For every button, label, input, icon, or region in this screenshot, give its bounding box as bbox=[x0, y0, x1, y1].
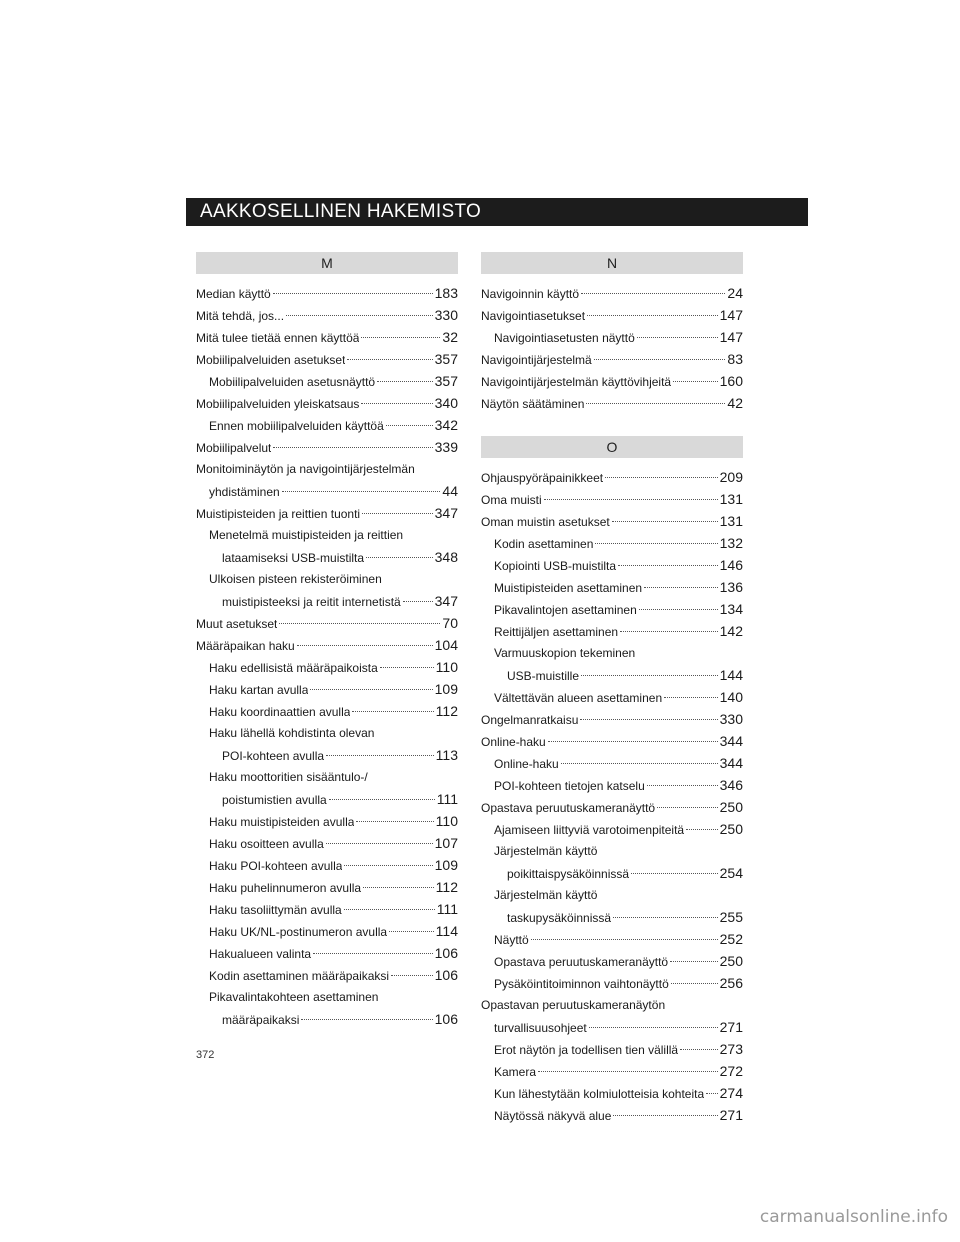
entry-page: 136 bbox=[719, 579, 743, 595]
index-entry bbox=[196, 854, 458, 876]
entry-page: 254 bbox=[719, 865, 743, 881]
index-entry bbox=[481, 994, 743, 1038]
entry-page: 32 bbox=[442, 329, 458, 345]
leader-dots bbox=[344, 865, 432, 866]
entry-page: 24 bbox=[727, 285, 743, 301]
leader-dots bbox=[301, 1019, 432, 1020]
entry-page: 112 bbox=[435, 879, 458, 895]
entry-text: Mobiilipalvelut bbox=[196, 441, 272, 455]
entry-text: taskupysäköinnissä bbox=[507, 911, 612, 925]
entry-text: Varmuuskopion tekeminen bbox=[494, 646, 636, 660]
entry-text: määräpaikaksi bbox=[222, 1013, 300, 1027]
entry-page: 134 bbox=[719, 601, 743, 617]
index-entry bbox=[196, 612, 458, 634]
index-entry bbox=[196, 304, 458, 326]
entry-text: Haku kartan avulla bbox=[209, 683, 309, 697]
entry-text: Haku osoitteen avulla bbox=[209, 837, 324, 851]
leader-dots bbox=[680, 1049, 718, 1050]
index-entry bbox=[481, 840, 743, 884]
index-entry bbox=[196, 766, 458, 810]
entry-page: 140 bbox=[719, 689, 743, 705]
entry-text: Oman muistin asetukset bbox=[481, 515, 610, 529]
leader-dots bbox=[587, 315, 718, 316]
entry-page: 70 bbox=[442, 615, 458, 631]
leader-dots bbox=[352, 711, 433, 712]
leader-dots bbox=[344, 909, 435, 910]
index-entry bbox=[481, 282, 743, 304]
entry-page: 147 bbox=[719, 329, 743, 345]
section-head-o: O bbox=[481, 436, 743, 458]
entries-n bbox=[481, 282, 743, 414]
entry-page: 273 bbox=[719, 1041, 743, 1057]
index-entry bbox=[481, 730, 743, 752]
entry-text: Määräpaikan haku bbox=[196, 639, 295, 653]
entry-page: 271 bbox=[719, 1019, 743, 1035]
entry-text: Järjestelmän käyttö bbox=[494, 844, 598, 858]
entry-page: 346 bbox=[719, 777, 743, 793]
leader-dots bbox=[366, 557, 433, 558]
entry-page: 107 bbox=[434, 835, 458, 851]
entry-text: poikittaispysäköinnissä bbox=[507, 867, 630, 881]
entry-page: 106 bbox=[434, 967, 458, 983]
entry-page: 250 bbox=[719, 953, 743, 969]
leader-dots bbox=[637, 337, 718, 338]
entry-text: Haku puhelinnumeron avulla bbox=[209, 881, 362, 895]
entry-page: 256 bbox=[719, 975, 743, 991]
entry-text: Mobiilipalveluiden yleiskatsaus bbox=[196, 397, 360, 411]
leader-dots bbox=[326, 843, 433, 844]
entry-text: muistipisteeksi ja reitit internetistä bbox=[222, 595, 401, 609]
index-entry bbox=[481, 466, 743, 488]
index-entry bbox=[196, 414, 458, 436]
leader-dots bbox=[561, 763, 718, 764]
entry-text: Haku UK/NL-postinumeron avulla bbox=[209, 925, 388, 939]
index-entry bbox=[481, 972, 743, 994]
entry-text: Pikavalintojen asettaminen bbox=[494, 603, 637, 617]
entry-page: 110 bbox=[435, 659, 458, 675]
entry-text: Ajamiseen liittyviä varotoimenpiteitä bbox=[494, 823, 685, 837]
leader-dots bbox=[377, 381, 433, 382]
entry-text: Navigointijärjestelmän käyttövihjeitä bbox=[481, 375, 672, 389]
entry-text: Opastava peruutuskameranäyttö bbox=[494, 955, 669, 969]
leader-dots bbox=[618, 565, 718, 566]
entry-page: 272 bbox=[719, 1063, 743, 1079]
watermark: carmanualsonline.info bbox=[759, 1207, 948, 1227]
index-entry bbox=[481, 950, 743, 972]
entry-page: 209 bbox=[719, 469, 743, 485]
entry-text: Vältettävän alueen asettaminen bbox=[494, 691, 663, 705]
entry-text: Näyttö bbox=[494, 933, 529, 947]
leader-dots bbox=[403, 601, 433, 602]
index-entry bbox=[196, 436, 458, 458]
entry-page: 252 bbox=[719, 931, 743, 947]
leader-dots bbox=[613, 917, 718, 918]
entry-text: Haku muistipisteiden avulla bbox=[209, 815, 355, 829]
index-entry bbox=[481, 370, 743, 392]
entry-page: 109 bbox=[434, 857, 458, 873]
entry-page: 111 bbox=[436, 791, 458, 807]
leader-dots bbox=[605, 477, 718, 478]
entry-page: 106 bbox=[434, 1011, 458, 1027]
index-entry bbox=[481, 752, 743, 774]
leader-dots bbox=[531, 939, 718, 940]
entries-o bbox=[481, 466, 743, 1126]
entry-text: Pikavalintakohteen asettaminen bbox=[209, 990, 379, 1004]
entry-page: 131 bbox=[719, 513, 743, 529]
leader-dots bbox=[670, 961, 718, 962]
leader-dots bbox=[620, 631, 718, 632]
entry-page: 330 bbox=[434, 307, 458, 323]
index-entry bbox=[196, 502, 458, 524]
index-entry bbox=[481, 796, 743, 818]
entry-text: lataamiseksi USB-muistilta bbox=[222, 551, 365, 565]
leader-dots bbox=[362, 513, 433, 514]
leader-dots bbox=[297, 645, 433, 646]
leader-dots bbox=[273, 293, 433, 294]
entry-text: Erot näytön ja todellisen tien välillä bbox=[494, 1043, 679, 1057]
index-entry bbox=[481, 928, 743, 950]
entry-page: 144 bbox=[719, 667, 743, 683]
entry-text: Ongelmanratkaisu bbox=[481, 713, 579, 727]
entry-text: Kopiointi USB-muistilta bbox=[494, 559, 617, 573]
leader-dots bbox=[380, 667, 434, 668]
leader-dots bbox=[313, 953, 433, 954]
entry-text: Järjestelmän käyttö bbox=[494, 888, 598, 902]
index-column-right bbox=[481, 252, 743, 1126]
entry-text: Online-haku bbox=[494, 757, 559, 771]
entry-text: Muut asetukset bbox=[196, 617, 278, 631]
index-entry bbox=[196, 392, 458, 414]
leader-dots bbox=[386, 425, 433, 426]
entry-text: Median käyttö bbox=[196, 287, 271, 301]
entry-text: Haku koordinaattien avulla bbox=[209, 705, 351, 719]
entry-page: 83 bbox=[727, 351, 743, 367]
entry-page: 357 bbox=[434, 373, 458, 389]
entry-text: Mobiilipalveluiden asetukset bbox=[196, 353, 346, 367]
leader-dots bbox=[586, 403, 725, 404]
leader-dots bbox=[639, 609, 718, 610]
entry-text: Kodin asettaminen määräpaikaksi bbox=[209, 969, 390, 983]
entry-text: Oma muisti bbox=[481, 493, 542, 507]
entry-text: Monitoiminäytön ja navigointijärjestelmän bbox=[196, 462, 415, 476]
leader-dots bbox=[581, 675, 718, 676]
index-entry bbox=[196, 832, 458, 854]
entry-page: 147 bbox=[719, 307, 743, 323]
index-entry bbox=[196, 282, 458, 304]
entry-page: 114 bbox=[435, 923, 458, 939]
leader-dots bbox=[544, 499, 718, 500]
entry-page: 104 bbox=[434, 637, 458, 653]
entry-page: 250 bbox=[719, 799, 743, 815]
entry-text: Haku tasoliittymän avulla bbox=[209, 903, 342, 917]
index-entry bbox=[481, 326, 743, 348]
index-entry bbox=[196, 348, 458, 370]
leader-dots bbox=[391, 975, 433, 976]
leader-dots bbox=[273, 447, 432, 448]
leader-dots bbox=[538, 1071, 718, 1072]
leader-dots bbox=[631, 873, 718, 874]
leader-dots bbox=[594, 359, 726, 360]
entry-text: Opastava peruutuskameranäyttö bbox=[481, 801, 656, 815]
entry-text: Kodin asettaminen bbox=[494, 537, 594, 551]
leader-dots bbox=[361, 403, 432, 404]
entry-text: Kamera bbox=[494, 1065, 537, 1079]
entry-text: Navigoinnin käyttö bbox=[481, 287, 580, 301]
entry-page: 274 bbox=[719, 1085, 743, 1101]
entry-text: Ulkoisen pisteen rekisteröiminen bbox=[209, 572, 382, 586]
index-entry bbox=[481, 1104, 743, 1126]
section-head-n: N bbox=[481, 252, 743, 274]
leader-dots bbox=[673, 381, 718, 382]
index-entry bbox=[481, 392, 743, 414]
leader-dots bbox=[657, 807, 718, 808]
entry-page: 110 bbox=[435, 813, 458, 829]
entry-page: 330 bbox=[719, 711, 743, 727]
entry-page: 44 bbox=[442, 483, 458, 499]
entry-text: Hakualueen valinta bbox=[209, 947, 312, 961]
entry-text: turvallisuusohjeet bbox=[494, 1021, 587, 1035]
index-entry bbox=[481, 884, 743, 928]
entry-page: 255 bbox=[719, 909, 743, 925]
leader-dots bbox=[595, 543, 717, 544]
index-entry bbox=[481, 620, 743, 642]
index-entry bbox=[196, 326, 458, 348]
entry-page: 339 bbox=[434, 439, 458, 455]
entry-page: 344 bbox=[719, 755, 743, 771]
entry-page: 146 bbox=[719, 557, 743, 573]
entry-text: Haku POI-kohteen avulla bbox=[209, 859, 343, 873]
entry-text: Mitä tehdä, jos... bbox=[196, 309, 285, 323]
index-entry bbox=[481, 554, 743, 576]
entry-page: 347 bbox=[434, 505, 458, 521]
leader-dots bbox=[356, 821, 433, 822]
index-entry bbox=[196, 964, 458, 986]
page-number: 372 bbox=[196, 1049, 215, 1061]
leader-dots bbox=[671, 983, 718, 984]
index-entry bbox=[196, 810, 458, 832]
index-entry bbox=[196, 898, 458, 920]
entry-text: USB-muistille bbox=[507, 669, 580, 683]
index-entry bbox=[481, 1060, 743, 1082]
entry-text: POI-kohteen tietojen katselu bbox=[494, 779, 645, 793]
index-entry bbox=[196, 876, 458, 898]
index-entry bbox=[196, 722, 458, 766]
entry-text: Mobiilipalveluiden asetusnäyttö bbox=[209, 375, 376, 389]
entry-text: Haku moottoritien sisääntulo-/ bbox=[209, 770, 368, 784]
entry-text: Navigointiasetusten näyttö bbox=[494, 331, 635, 345]
entry-page: 109 bbox=[434, 681, 458, 697]
leader-dots bbox=[613, 1115, 717, 1116]
entry-page: 42 bbox=[727, 395, 743, 411]
entry-text: POI-kohteen avulla bbox=[222, 749, 325, 763]
index-entry bbox=[481, 510, 743, 532]
entry-text: Muistipisteiden asettaminen bbox=[494, 581, 643, 595]
entry-text: poistumistien avulla bbox=[222, 793, 327, 807]
index-entry bbox=[196, 678, 458, 700]
entry-page: 142 bbox=[719, 623, 743, 639]
entry-text: Opastavan peruutuskameranäytön bbox=[481, 998, 666, 1012]
index-entry bbox=[196, 656, 458, 678]
leader-dots bbox=[361, 337, 440, 338]
leader-dots bbox=[363, 887, 434, 888]
index-entry bbox=[481, 818, 743, 840]
entries-m bbox=[196, 282, 458, 1030]
leader-dots bbox=[664, 697, 718, 698]
index-entry bbox=[196, 700, 458, 722]
entry-page: 160 bbox=[719, 373, 743, 389]
entry-text: Ohjauspyöräpainikkeet bbox=[481, 471, 604, 485]
entry-page: 113 bbox=[435, 747, 458, 763]
index-entry bbox=[481, 598, 743, 620]
leader-dots bbox=[310, 689, 432, 690]
index-entry bbox=[196, 920, 458, 942]
entry-text: Näytössä näkyvä alue bbox=[494, 1109, 612, 1123]
leader-dots bbox=[612, 521, 718, 522]
leader-dots bbox=[644, 587, 718, 588]
entry-page: 340 bbox=[434, 395, 458, 411]
index-entry bbox=[196, 458, 458, 502]
entry-text: yhdistäminen bbox=[209, 485, 280, 499]
index-entry bbox=[481, 774, 743, 796]
entry-page: 342 bbox=[434, 417, 458, 433]
leader-dots bbox=[389, 931, 434, 932]
entry-text: Ennen mobiilipalveluiden käyttöä bbox=[209, 419, 384, 433]
entry-page: 347 bbox=[434, 593, 458, 609]
entry-text: Näytön säätäminen bbox=[481, 397, 585, 411]
leader-dots bbox=[282, 491, 441, 492]
index-entry bbox=[481, 304, 743, 326]
index-entry bbox=[196, 986, 458, 1030]
leader-dots bbox=[329, 799, 435, 800]
entry-text: Haku edellisistä määräpaikoista bbox=[209, 661, 378, 675]
entry-text: Online-haku bbox=[481, 735, 546, 749]
index-entry bbox=[481, 488, 743, 510]
leader-dots bbox=[589, 1027, 718, 1028]
entry-text: Menetelmä muistipisteiden ja reittien bbox=[209, 528, 404, 542]
section-head-m: M bbox=[196, 252, 458, 274]
leader-dots bbox=[580, 719, 717, 720]
entry-text: Muistipisteiden ja reittien tuonti bbox=[196, 507, 361, 521]
index-entry bbox=[196, 568, 458, 612]
entry-page: 132 bbox=[719, 535, 743, 551]
index-entry bbox=[481, 686, 743, 708]
entry-page: 183 bbox=[434, 285, 458, 301]
index-entry bbox=[196, 634, 458, 656]
index-entry bbox=[196, 524, 458, 568]
index-header: AAKKOSELLINEN HAKEMISTO bbox=[186, 198, 808, 226]
leader-dots bbox=[347, 359, 432, 360]
index-entry bbox=[481, 708, 743, 730]
index-entry bbox=[196, 942, 458, 964]
entry-page: 357 bbox=[434, 351, 458, 367]
entry-page: 111 bbox=[436, 901, 458, 917]
leader-dots bbox=[647, 785, 718, 786]
entry-text: Reittijäljen asettaminen bbox=[494, 625, 619, 639]
index-entry bbox=[481, 576, 743, 598]
leader-dots bbox=[286, 315, 433, 316]
entry-page: 271 bbox=[719, 1107, 743, 1123]
leader-dots bbox=[279, 623, 440, 624]
index-entry bbox=[481, 532, 743, 554]
entry-page: 112 bbox=[435, 703, 458, 719]
index-entry bbox=[481, 642, 743, 686]
entry-text: Pysäköintitoiminnon vaihtonäyttö bbox=[494, 977, 669, 991]
entry-page: 250 bbox=[719, 821, 743, 837]
leader-dots bbox=[581, 293, 725, 294]
index-entry bbox=[481, 1082, 743, 1104]
entry-page: 344 bbox=[719, 733, 743, 749]
index-entry bbox=[481, 348, 743, 370]
leader-dots bbox=[706, 1093, 718, 1094]
entry-text: Kun lähestytään kolmiulotteisia kohteita bbox=[494, 1087, 705, 1101]
entry-page: 131 bbox=[719, 491, 743, 507]
leader-dots bbox=[548, 741, 718, 742]
entry-text: Haku lähellä kohdistinta olevan bbox=[209, 726, 375, 740]
entry-page: 348 bbox=[434, 549, 458, 565]
entry-text: Mitä tulee tietää ennen käyttöä bbox=[196, 331, 360, 345]
entry-text: Navigointijärjestelmä bbox=[481, 353, 592, 367]
index-entry bbox=[196, 370, 458, 392]
leader-dots bbox=[326, 755, 434, 756]
index-column-left bbox=[196, 252, 458, 1030]
entry-text: Navigointiasetukset bbox=[481, 309, 586, 323]
index-entry bbox=[481, 1038, 743, 1060]
leader-dots bbox=[686, 829, 718, 830]
entry-page: 106 bbox=[434, 945, 458, 961]
